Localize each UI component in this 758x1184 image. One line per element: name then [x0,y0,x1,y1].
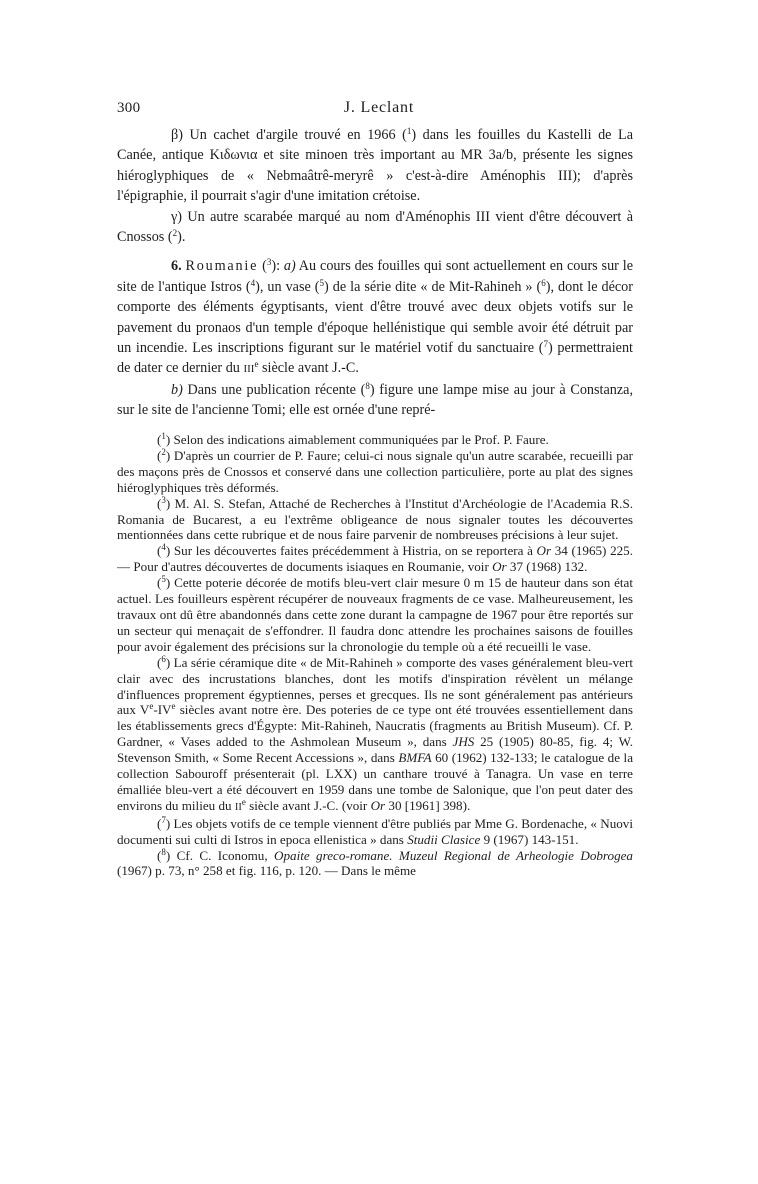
footnote-6: ($^6$) La série céramique dite « de Mit-Rahineh » comporte des vases généralement bleu-vert clair avec des incrustations blanches, dont les motifs d'inspiration révèlent un mélange d'influences proprement égyptiennes, perses et grecques. Ils ne sont généralement pas antérieurs aux Ve-IVe siècles avant notre ère. Des poteries de ce type ont été trouvées essentiellement dans les établissements grecs d'Égypte: Mit-Rahineh, Naucratis (fragments au British Museum). Cf. P. Gardner, « Vases added to the Ashmolean Museum », dans JHS 25 (1905) 80-85, fig. 4; W. Stevenson Smith, « Some Recent Accessions », dans BMFA 60 (1962) 132-133; le catalogue de la collection Sabouroff présenterait (pl. LXX) un canthare trouvé à Tanagra. Un vase en terre émalliée bleu-vert a été découvert en 1959 dans une tombe de Salonique, que l'on peut dater des environs du milieu du IIe siècle avant J.-C. (voir Or 30 [1961] 398). [117,653,634,813]
section-number: 6. [171,258,182,275]
footnote-2: ($^2$) D'après un courrier de P. Faure; celui-ci nous signale qu'un autre scarabée, recueilli par des maçons près de Cnossos et conservé dans une collection particulière, porte au plat des signes hiéroglyphiques très déformés. [117,446,633,495]
paragraph-gamma: γ) Un autre scarabée marqué au nom d'Aménophis III vient d'être découvert à Cnossos ($^2$). [117,208,633,246]
footnote-ref: 2 [172,228,178,239]
footnote-4: ($^4$) Sur les découvertes faites précédemment à Histria, on se reportera à Or 34 (1965) 225. — Pour d'autres découvertes de documents isiaques en Roumanie, voir Or 37 (1968) 132. [117,542,633,575]
footnote-5: ($^5$) Cette poterie décorée de motifs bleu-vert clair mesure 0 m 15 de hauteur dans son état actuel. Les fouilleurs espèrent récupérer de nouveaux fragments de ce vase. Malheureusement, les travaux ont dû être abandonnés dans cette zone durant la campagne de 1967 pour être reportés sur un secteur qui menaçait de s'effondrer. Il faudra donc attendre les prochaines saisons de fouilles pour avoir également des précisions sur la chronologie du temple où a été recueilli le vase. [117,574,633,654]
footnote-ref: 8 [365,380,370,391]
paragraph-b: b) Dans une publication récente ($^8$) figure une lampe mise au jour à Constanza, sur le site de l'ancienne Tomi; elle est ornée d'une repré- [117,380,633,419]
page-number: 300 [117,100,141,116]
main-text [117,125,633,421]
footnote-7: ($^7$) Les objets votifs de ce temple viennent d'être publiés par Mme G. Bordenache, « Nuovi documenti sui culti di Istros in epoca ellenistica » dans Studii Clasice 9 (1967) 143-151. [117,814,633,847]
footnotes [117,432,633,879]
footnote-1: ($^1$) Selon des indications aimablement communiquées par le Prof. P. Faure. [157,431,549,447]
footnote-ref: 4 [250,277,256,288]
footnote-ref: 1 [406,126,412,136]
footnote-ref: 5 [319,277,325,288]
footnote-8: ($^8$) Cf. C. Iconomu, Opaite greco-romane. Muzeul Regional de Arheologie Dobrogea (1967) p. 73, n° 258 et fig. 116, p. 120. — Dans le même [117,846,633,879]
paragraph-beta: β) Un cachet d'argile trouvé en 1966 ($^1$) dans les fouilles du Kastelli de La Canée, antique Κιδωνια et site minoen très important au MR 3a/b, présente les signes hiéroglyphiques de « Nebmaâtrê-meryrê » c'est-à-dire Aménophis III); d'après l'épigraphie, il pourrait s'agir d'une imitation crétoise. [117,126,633,205]
footnote-ref: 3 [266,257,272,268]
footnote-ref: 7 [543,339,548,350]
section-title: Roumanie [185,258,259,275]
section-6-paragraph: 6. Roumanie ($^3$): a) Au cours des fouilles qui sont actuellement en cours sur le site de l'antique Istros ($^4$), un vase ($^5$) de la série dite « de Mit-Rahineh » ($^6$), dont le décor comporte des éléments égyptisants, vient d'être trouvé avec deux objets votifs sur le pavement du pronaos d'un temple d'époque hellénistique qui semble avoir été détruit par un incendie. Les inscriptions figurant sur le matériel votif du sanctuaire ($^7$) permettraient de dater ce dernier du IIIe siècle avant J.-C. [117,257,634,377]
footnote-3: ($^3$) M. Al. S. Stefan, Attaché de Recherches à l'Institut d'Archéologie de l'Academia R.S. Romania de Bucarest, a eu l'extrême obligeance de nous signaler toutes les découvertes mentionnées dans cette rubrique et de nous faire parvenir de nombreuses précisions à leur sujet. [117,494,633,543]
running-head: J. Leclant [343,99,415,116]
footnote-ref: 6 [541,277,546,288]
